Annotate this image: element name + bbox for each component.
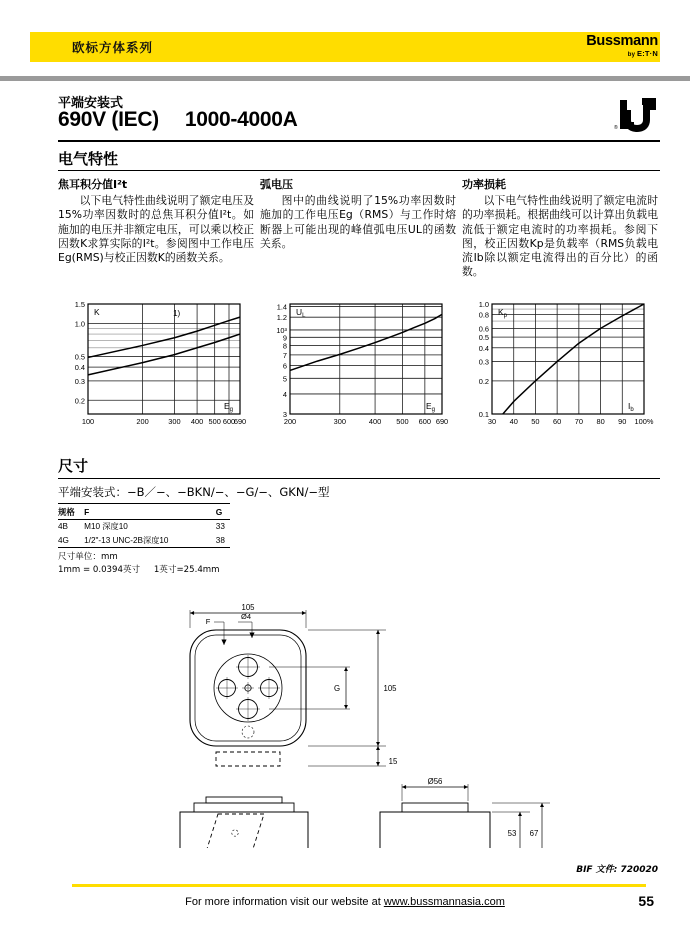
ul-recognized-icon — [612, 96, 658, 134]
column-heading: 焦耳积分值I²t — [58, 178, 128, 191]
svg-text:8: 8 — [282, 341, 287, 351]
svg-text:G: G — [333, 684, 341, 693]
text-column-i2t — [58, 176, 254, 265]
svg-text:500: 500 — [396, 417, 409, 426]
svg-text:1.0: 1.0 — [74, 319, 85, 329]
header-grey-rule — [0, 76, 690, 81]
cell-g: 33 — [215, 522, 225, 532]
chart-power-loss-kp — [462, 296, 662, 444]
svg-text:4: 4 — [282, 389, 287, 399]
mm-to-inch: 1mm = 0.0394英寸 — [58, 565, 141, 576]
svg-text:K: K — [94, 307, 100, 317]
svg-text:0.5: 0.5 — [74, 352, 85, 362]
svg-text:0.3: 0.3 — [74, 376, 85, 386]
svg-text:40: 40 — [509, 417, 518, 426]
svg-text:0.3: 0.3 — [478, 357, 489, 367]
page-number: 55 — [638, 893, 654, 909]
svg-text:Eg: $E_g$ — [426, 401, 435, 413]
col-header-spec: 规格 — [58, 504, 84, 520]
svg-text:Ø4: Ø4 — [240, 612, 252, 621]
mechanical-drawing — [150, 598, 550, 848]
svg-text:1.4: 1.4 — [276, 302, 287, 312]
svg-text:6: 6 — [282, 361, 287, 371]
title-divider — [58, 140, 660, 142]
dimensions-table — [58, 503, 230, 548]
text-column-power-loss — [462, 176, 658, 280]
bif-document-number: BIF 文件: 720020 — [576, 865, 658, 875]
cell-f: 1/2"-13 UNC-2B深度10 — [84, 533, 216, 547]
logo-wordmark: Bussmann — [586, 33, 658, 49]
cell-spec: 4G — [58, 533, 84, 547]
chart-arc-voltage — [260, 296, 456, 444]
units-mm: 尺寸单位：mm — [58, 552, 118, 562]
cell-f: M10 深度10 — [84, 522, 128, 532]
svg-text:Eg: $E_g$ — [224, 401, 233, 413]
series-title: 欧标方体系列 — [72, 40, 154, 55]
cell-spec: 4B — [58, 522, 69, 532]
svg-text:F: F — [205, 617, 211, 626]
website-link[interactable]: www.bussmannasia.com — [383, 896, 505, 908]
units-note — [58, 551, 220, 578]
svg-text:7: 7 — [282, 350, 287, 360]
svg-text:®: ® — [614, 125, 618, 131]
voltage-rating: 690V (IEC) — [58, 108, 159, 131]
svg-text:0.2: 0.2 — [74, 396, 85, 406]
logo-by-text: by — [627, 51, 636, 58]
svg-text:1.0: 1.0 — [478, 300, 489, 309]
svg-text:690: 690 — [233, 417, 247, 426]
svg-text:200: 200 — [283, 417, 297, 426]
footer-prefix: For more information visit our website at — [185, 896, 384, 908]
table-header-row — [58, 504, 230, 520]
svg-text:500: 500 — [208, 417, 221, 426]
column-body: 以下电气特性曲线说明了额定电压及15%功率因数时的总焦耳积分值I²t。如施加的电压并非额定电压，可以乘以校正因数K求算实际的I²t。参阅图中工作电压Eg(RMS)与校正因数K的函数关系。 — [58, 194, 254, 264]
svg-text:Ø56: Ø56 — [427, 777, 443, 786]
svg-text:80: 80 — [596, 417, 605, 426]
svg-text:300: 300 — [168, 417, 181, 426]
svg-text:0.5: 0.5 — [478, 333, 489, 343]
svg-text:0.2: 0.2 — [478, 376, 489, 386]
svg-text:400: 400 — [368, 417, 382, 426]
svg-text:105: 105 — [241, 603, 255, 612]
svg-text:3: 3 — [282, 410, 287, 419]
svg-text:690: 690 — [435, 417, 449, 426]
inch-to-mm: 1英寸=25.4mm — [153, 565, 220, 576]
footer-info-text — [0, 896, 690, 908]
mount-type-label: 平端安装式 — [58, 96, 124, 111]
section-heading-dimensions: 尺寸 — [58, 457, 89, 475]
column-body: 以下电气特性曲线说明了额定电流时的功率损耗。根据曲线可以计算出负载电流低于额定电流时的功率损耗。参阅下图，校正因数Kp是负载率（RMS负载电流Ib除以额定电流得出的百分比）的函数。 — [462, 194, 658, 279]
svg-text:10³: 10³ — [276, 325, 287, 335]
svg-text:50: 50 — [531, 417, 540, 426]
svg-text:90: 90 — [618, 417, 627, 426]
svg-text:Kp: $K_p$ — [498, 307, 507, 319]
svg-text:53: 53 — [507, 829, 517, 838]
column-heading: 弧电压 — [260, 178, 293, 191]
svg-text:Ib: $I_b$ — [628, 401, 634, 413]
svg-text:400: 400 — [190, 417, 204, 426]
svg-text:1.5: 1.5 — [74, 300, 85, 309]
section-heading-electrical: 电气特性 — [58, 150, 119, 168]
logo-byline — [572, 50, 658, 58]
svg-text:0.8: 0.8 — [478, 310, 489, 320]
svg-text:70: 70 — [574, 417, 583, 426]
svg-text:0.1: 0.1 — [478, 410, 489, 419]
svg-text:300: 300 — [333, 417, 346, 426]
dimensions-divider — [58, 478, 660, 479]
electrical-divider — [58, 170, 660, 171]
bussmann-logo — [572, 34, 658, 58]
svg-text:200: 200 — [136, 417, 149, 426]
chart-correction-factor-k — [58, 296, 254, 444]
logo-eaton-text: E:T·N — [637, 48, 658, 58]
column-body: 图中的曲线说明了15%功率因数时施加的工作电压Eg（RMS）与工作时熔断器上可能出现的峰值弧电压UL的函数关系。 — [260, 194, 456, 250]
dimension-variants-label: 平端安装式：−B／−、−BKN/−、−G/−、GKN/−型 — [58, 485, 330, 499]
table-row — [58, 520, 230, 534]
text-column-arc-voltage — [260, 176, 456, 251]
svg-text:UL: $U_L$ — [296, 307, 306, 319]
svg-text:15: 15 — [388, 757, 398, 766]
footer-yellow-rule — [72, 884, 646, 887]
cell-g: 38 — [216, 533, 230, 547]
page-title — [58, 108, 297, 132]
current-rating: 1000-4000A — [184, 108, 298, 131]
svg-text:600: 600 — [222, 417, 236, 426]
svg-text:100%: 100% — [634, 417, 654, 426]
svg-text:5: 5 — [282, 374, 287, 384]
svg-text:600: 600 — [418, 417, 432, 426]
column-heading: 功率损耗 — [462, 178, 506, 191]
svg-text:67: 67 — [529, 829, 539, 838]
table-row — [58, 533, 230, 547]
svg-text:0.4: 0.4 — [478, 343, 489, 353]
col-header-g: G — [216, 504, 230, 520]
svg-text:1): 1) — [173, 309, 181, 318]
svg-text:60: 60 — [553, 417, 562, 426]
svg-text:100: 100 — [81, 417, 95, 426]
svg-text:105: 105 — [383, 684, 397, 693]
svg-text:30: 30 — [487, 417, 497, 426]
svg-text:1.2: 1.2 — [276, 313, 287, 323]
units-conversion — [58, 564, 220, 577]
svg-text:9: 9 — [282, 333, 287, 343]
col-header-f: F — [84, 504, 216, 520]
svg-text:0.6: 0.6 — [478, 324, 489, 334]
svg-text:0.4: 0.4 — [74, 363, 85, 373]
